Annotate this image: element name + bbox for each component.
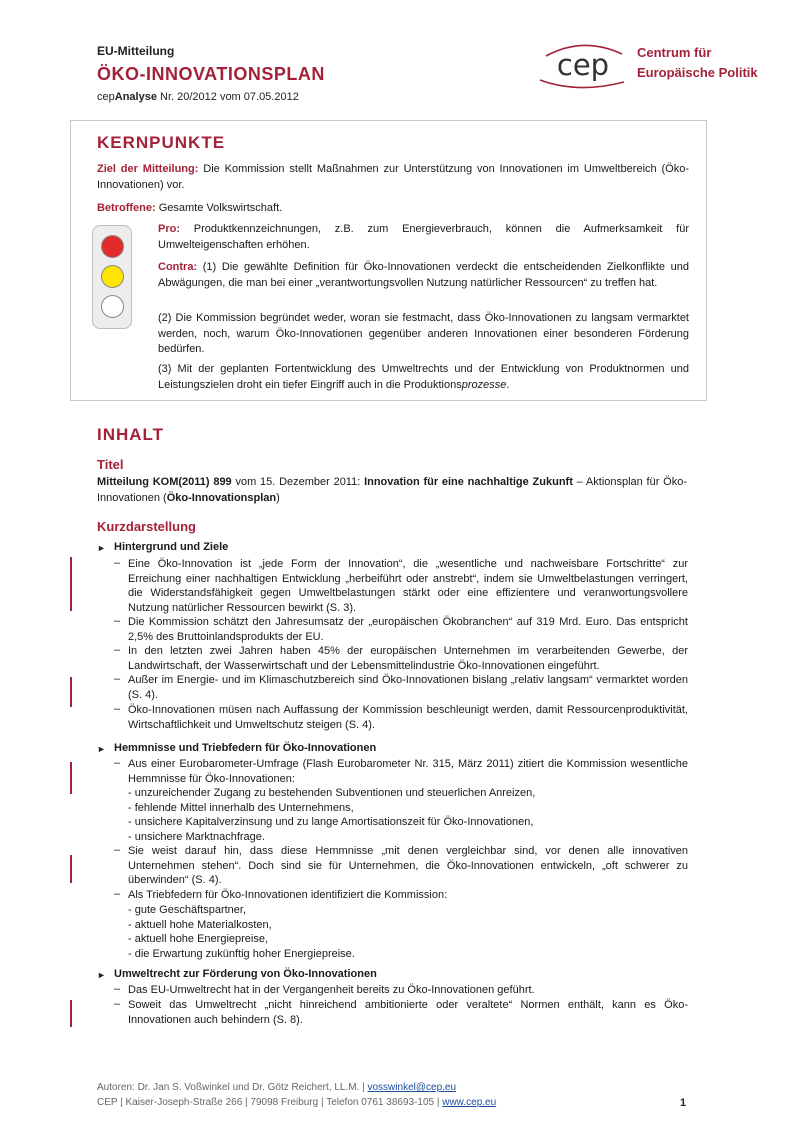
margin-change-bar bbox=[70, 557, 72, 611]
organization-name bbox=[637, 43, 758, 83]
dash-bullet: – bbox=[114, 703, 121, 715]
sub-list-item: - die Erwartung zukünftig hoher Energiepreise. bbox=[128, 947, 355, 960]
contra-paragraph bbox=[158, 260, 689, 291]
contra-point-3 bbox=[158, 362, 689, 393]
titel-short-name: Öko-Innovationsplan bbox=[166, 491, 277, 504]
ziel-paragraph bbox=[97, 162, 689, 193]
list-item: Außer im Energie- und im Klimaschutzbereich sind Öko-Innovationen bislang „relativ langsam“ vermarktet worden (S. 4). bbox=[128, 674, 688, 701]
list-item: Aus einer Eurobarometer-Umfrage (Flash Eurobarometer Nr. 315, März 2011) zitiert die Kommission wesentliche Hemmnisse für Öko-Innovationen: bbox=[128, 758, 688, 785]
inhalt-heading: INHALT bbox=[97, 425, 165, 444]
pro-text: Produktkennzeichnungen, z.B. zum Energieverbrauch, können die Aufmerksamkeit für Umwelteigenschaften erhöhen. bbox=[158, 223, 689, 251]
contra-label: Contra: bbox=[158, 261, 198, 273]
dash-bullet: – bbox=[114, 888, 121, 900]
footer-address-text: CEP | Kaiser-Joseph-Straße 266 | 79098 Freiburg | Telefon 0761 38693-105 | bbox=[97, 1097, 443, 1108]
contra3-end: . bbox=[506, 378, 510, 391]
bullet-arrow: ► bbox=[97, 744, 106, 754]
website-link[interactable]: www.cep.eu bbox=[442, 1097, 497, 1108]
traffic-light-white bbox=[101, 295, 124, 318]
titel-paragraph bbox=[97, 475, 687, 506]
page-title: ÖKO-INNOVATIONSPLAN bbox=[97, 64, 325, 84]
dash-bullet: – bbox=[114, 757, 121, 769]
betroffene-label: Betroffene: bbox=[97, 202, 156, 214]
logo-text: cep bbox=[556, 48, 610, 82]
contra-text: (1) Die gewählte Definition für Öko-Innovationen verdeckt die entscheidenden Zielkonflikte und Abwägungen, die man bei einer „verantwortungsvollen Nutzung natürlicher Ressourcen“ zu treffen hat. bbox=[158, 261, 689, 289]
sub-list-item: - unsichere Kapitalverzinsung und zu lange Amortisationszeit für Öko-Innovationen, bbox=[128, 816, 534, 828]
titel-heading: Titel bbox=[97, 457, 124, 472]
page-number: 1 bbox=[680, 1097, 687, 1109]
dash-bullet: – bbox=[114, 983, 121, 995]
sub-list-item: - unzureichender Zugang zu bestehenden Subventionen und steuerlichen Anreizen, bbox=[128, 787, 536, 799]
dash-bullet: – bbox=[114, 615, 121, 627]
sub-list bbox=[128, 786, 688, 844]
cep-logo bbox=[538, 38, 628, 94]
traffic-light bbox=[92, 225, 132, 329]
issue-bold: Analyse bbox=[114, 91, 157, 103]
margin-change-bar bbox=[70, 1000, 72, 1027]
issue-rest: Nr. 20/2012 vom 07.05.2012 bbox=[156, 91, 299, 103]
titel-subtitle: – Aktionsplan für Öko-Innovationen ( bbox=[97, 476, 688, 504]
org-line-2: Europäische Politik bbox=[637, 65, 758, 80]
list-item: Öko-Innovationen müsen nach Auffassung der Kommission beschleunigt werden, damit Ressourcenproduktivität, Wirtschaftlichkeit und Umweltschutz steigen (S. 4). bbox=[128, 704, 688, 731]
footer-authors bbox=[97, 1082, 456, 1093]
kurzdarstellung-heading: Kurzdarstellung bbox=[97, 519, 196, 534]
issue-prefix: cep bbox=[97, 91, 115, 103]
margin-change-bar bbox=[70, 677, 72, 707]
contra-point-2: (2) Die Kommission begründet weder, woran sie festmacht, dass Öko-Innovationen zu langsam vermarktet werden, noch, warum Öko-Innovationen gegenüber anderen Innovationen einer besonderen Förderung bedürfen. bbox=[158, 312, 689, 355]
sub-list-item: - aktuell hohe Materialkosten, bbox=[128, 918, 272, 931]
betroffene-text: Gesamte Volkswirtschaft. bbox=[155, 202, 283, 214]
dash-bullet: – bbox=[114, 673, 121, 685]
traffic-light-yellow bbox=[101, 265, 124, 288]
titel-doc-number: Mitteilung KOM(2011) 899 bbox=[97, 476, 232, 488]
contra3-text: (3) Mit der geplanten Fortentwicklung des Umweltrechts und der Entwicklung von Produktnormen und Leistungszielen droht ein tiefer Eingriff auch in die Produktions bbox=[158, 363, 689, 391]
author-email-link[interactable]: vosswinkel@cep.eu bbox=[367, 1082, 457, 1093]
bullet-arrow: ► bbox=[97, 970, 106, 980]
section-heading-umweltrecht: Umweltrecht zur Förderung von Öko-Innovationen bbox=[114, 968, 377, 980]
document-type: EU-Mitteilung bbox=[97, 44, 175, 58]
bullet-arrow: ► bbox=[97, 543, 106, 553]
contra3-italic: prozesse bbox=[461, 378, 507, 391]
list-item: Die Kommission schätzt den Jahresumsatz der „europäischen Ökobranchen“ auf 319 Mrd. Euro. Das entspricht 2,5% des Bruttoinlandsprodukts der EU. bbox=[128, 616, 688, 643]
list-item: In den letzten zwei Jahren haben 45% der europäischen Unternehmen im verarbeitenden Gewerbe, der Landwirtschaft, der Wasserwirtschaft und der Lebensmittelindustrie Öko-Innovationen eingeführt. bbox=[128, 645, 688, 672]
betroffene-paragraph bbox=[97, 201, 689, 217]
ziel-label: Ziel der Mitteilung: bbox=[97, 163, 199, 175]
titel-close: ) bbox=[276, 491, 280, 504]
dash-bullet: – bbox=[114, 844, 121, 856]
kernpunkte-heading: KERNPUNKTE bbox=[97, 133, 226, 152]
pro-paragraph bbox=[158, 222, 689, 253]
list-item: Als Triebfedern für Öko-Innovationen identifiziert die Kommission: bbox=[128, 889, 448, 901]
list-item: Soweit das Umweltrecht „nicht hinreichend ambitionierte oder veraltete“ Normen enthält, kann es Öko-Innovationen auch behindern (S. 8). bbox=[128, 999, 688, 1026]
sub-list-item: - gute Geschäftspartner, bbox=[128, 904, 247, 916]
titel-date: vom 15. Dezember 2011: bbox=[231, 476, 365, 488]
dash-bullet: – bbox=[114, 557, 121, 569]
ziel-text: Die Kommission stellt Maßnahmen zur Unterstützung von Innovationen im Umweltbereich (Öko-Innovationen) vor. bbox=[97, 163, 689, 191]
org-line-1: Centrum für bbox=[637, 45, 712, 60]
list-item: Das EU-Umweltrecht hat in der Vergangenheit bereits zu Öko-Innovationen geführt. bbox=[128, 984, 535, 996]
section-heading-hintergrund: Hintergrund und Ziele bbox=[114, 541, 229, 553]
list-item: Eine Öko-Innovation ist „jede Form der Innovation“, die „wesentliche und nachweisbare Fortschritte“ zur Erreichung einer nachhaltigen Entwicklung „herbeiführt oder anstrebt“, indem sie Umweltbelastungen verringert, die Widerstandsfähigkeit gegen Umweltbelastungen stärkt oder eine effizientere und veranwortungsvollere Nutzung natürlicher Ressourcen bewirkt (S. 3). bbox=[128, 558, 688, 614]
list-item: Sie weist darauf hin, dass diese Hemmnisse „mit denen vergleichbar sind, vor denen alle innovativen Unternehmen stehen“. Doch sind sie für Unternehmen, die Öko-Innovationen entwickeln, „oft schwerer zu überwinden“ (S. 4). bbox=[128, 845, 688, 886]
sub-list-item: - unsichere Marktnachfrage. bbox=[128, 830, 265, 843]
pro-label: Pro: bbox=[158, 223, 180, 235]
issue-info bbox=[97, 91, 299, 103]
margin-change-bar bbox=[70, 855, 72, 883]
dash-bullet: – bbox=[114, 998, 121, 1010]
titel-doc-title: Innovation für eine nachhaltige Zukunft bbox=[364, 476, 573, 488]
section-heading-hemmnisse: Hemmnisse und Triebfedern für Öko-Innovationen bbox=[114, 742, 377, 754]
margin-change-bar bbox=[70, 762, 72, 794]
traffic-light-red bbox=[101, 235, 124, 258]
footer-authors-text: Autoren: Dr. Jan S. Voßwinkel und Dr. Götz Reichert, LL.M. | bbox=[97, 1082, 368, 1093]
dash-bullet: – bbox=[114, 644, 121, 656]
sub-list bbox=[128, 903, 688, 961]
footer-address bbox=[97, 1097, 496, 1108]
sub-list-item: - fehlende Mittel innerhalb des Unternehmens, bbox=[128, 801, 354, 814]
sub-list-item: - aktuell hohe Energiepreise, bbox=[128, 933, 269, 945]
